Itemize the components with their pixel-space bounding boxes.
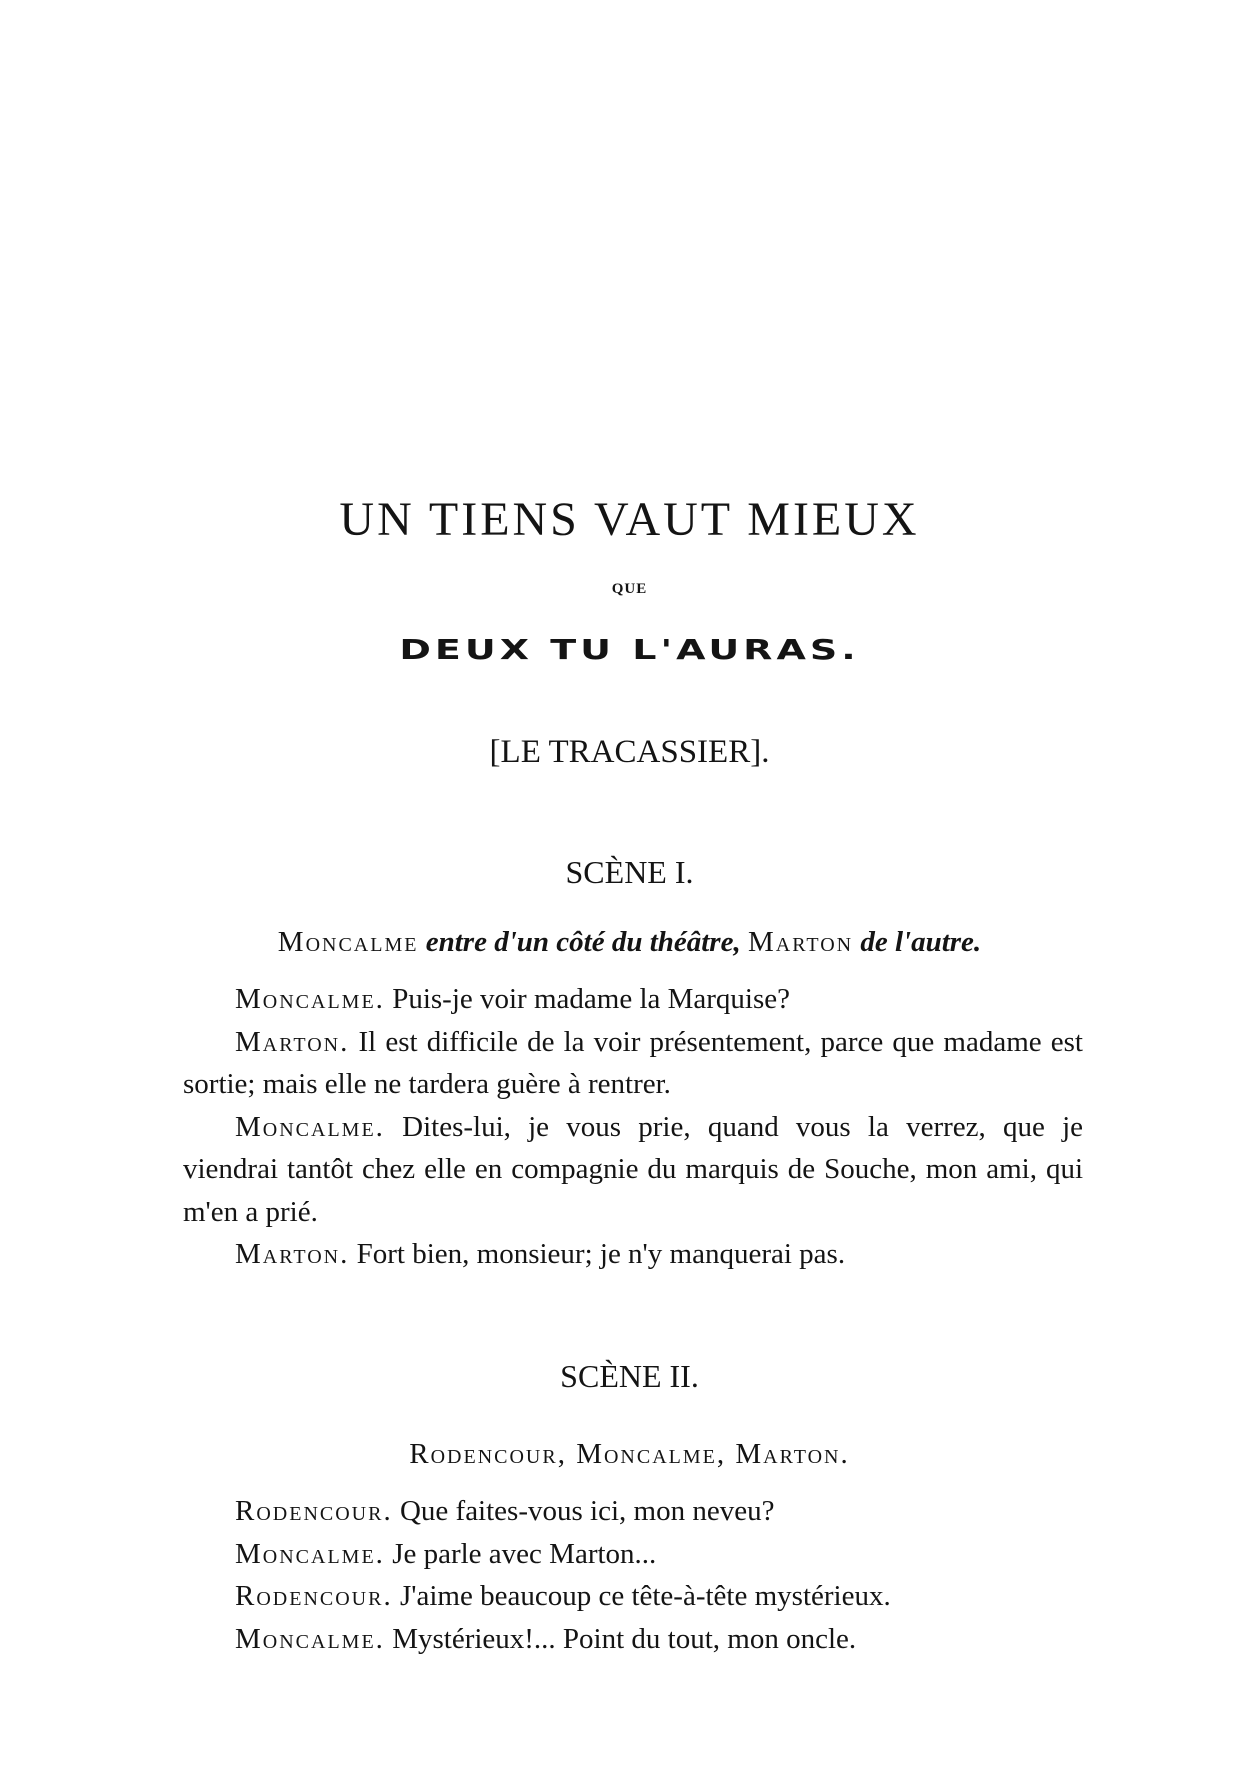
speech-text: Je parle avec Marton...	[384, 1537, 657, 1570]
speaker-name: Moncalme.	[235, 1622, 385, 1655]
speech-text: Fort bien, monsieur; je n'y manquerai pas.	[349, 1238, 846, 1270]
dialogue-line	[183, 1618, 1083, 1661]
speaker-name: Marton.	[235, 1238, 350, 1270]
speaker-name: Moncalme.	[235, 983, 385, 1015]
stage-direction-text: de l'autre.	[853, 926, 982, 958]
stage-direction-text: entre d'un côté du théâtre,	[418, 926, 748, 958]
scene-2-dialogue	[183, 1490, 1083, 1660]
dialogue-line	[183, 1106, 1083, 1234]
play-subtitle: [LE TRACASSIER].	[489, 734, 770, 770]
speech-text: Que faites-vous ici, mon neveu?	[392, 1495, 775, 1527]
dialogue-line	[183, 1575, 1083, 1618]
play-title-main: UN TIENS VAUT MIEUX	[339, 493, 920, 546]
speaker-name: Rodencour.	[235, 1580, 393, 1612]
dialogue-line	[183, 1021, 1083, 1106]
speech-text: J'aime beaucoup ce tête-à-tête mystérieux.	[392, 1580, 891, 1612]
speech-text: Mystérieux!... Point du tout, mon oncle.	[384, 1622, 857, 1655]
dialogue-line	[183, 978, 1083, 1021]
scene-1-stage-direction	[0, 924, 1259, 960]
scene-1-heading: SCÈNE I.	[565, 854, 694, 890]
speech-text: Puis-je voir madame la Marquise?	[384, 983, 791, 1015]
speech-text: Il est difficile de la voir présentement, parce que madame est sortie; mais elle ne tardera guère à rentrer.	[183, 1025, 1083, 1100]
speaker-name: Moncalme.	[235, 1110, 385, 1143]
dialogue-line	[183, 1533, 1083, 1576]
stage-character-name: Moncalme	[277, 926, 419, 958]
speaker-name: Rodencour.	[235, 1495, 393, 1527]
scene-1-dialogue	[183, 978, 1083, 1276]
play-title-second: DEUX TU L'AURAS.	[399, 633, 860, 666]
speaker-name: Marton.	[235, 1025, 350, 1058]
dialogue-line	[183, 1233, 1083, 1276]
stage-character-name: Marton	[747, 926, 854, 958]
speech-text: Dites-lui, je vous prie, quand vous la verrez, que je viendrai tantôt chez elle en compagnie du marquis de Souche, mon ami, qui m'en a prié.	[183, 1110, 1083, 1228]
speaker-name: Moncalme.	[235, 1537, 385, 1570]
play-title-connector: QUE	[611, 581, 648, 597]
dialogue-line	[183, 1490, 1083, 1533]
scene-2-heading: SCÈNE II.	[560, 1358, 699, 1394]
scene-2-stage-direction: Rodencour, Moncalme, Marton.	[409, 1438, 850, 1470]
